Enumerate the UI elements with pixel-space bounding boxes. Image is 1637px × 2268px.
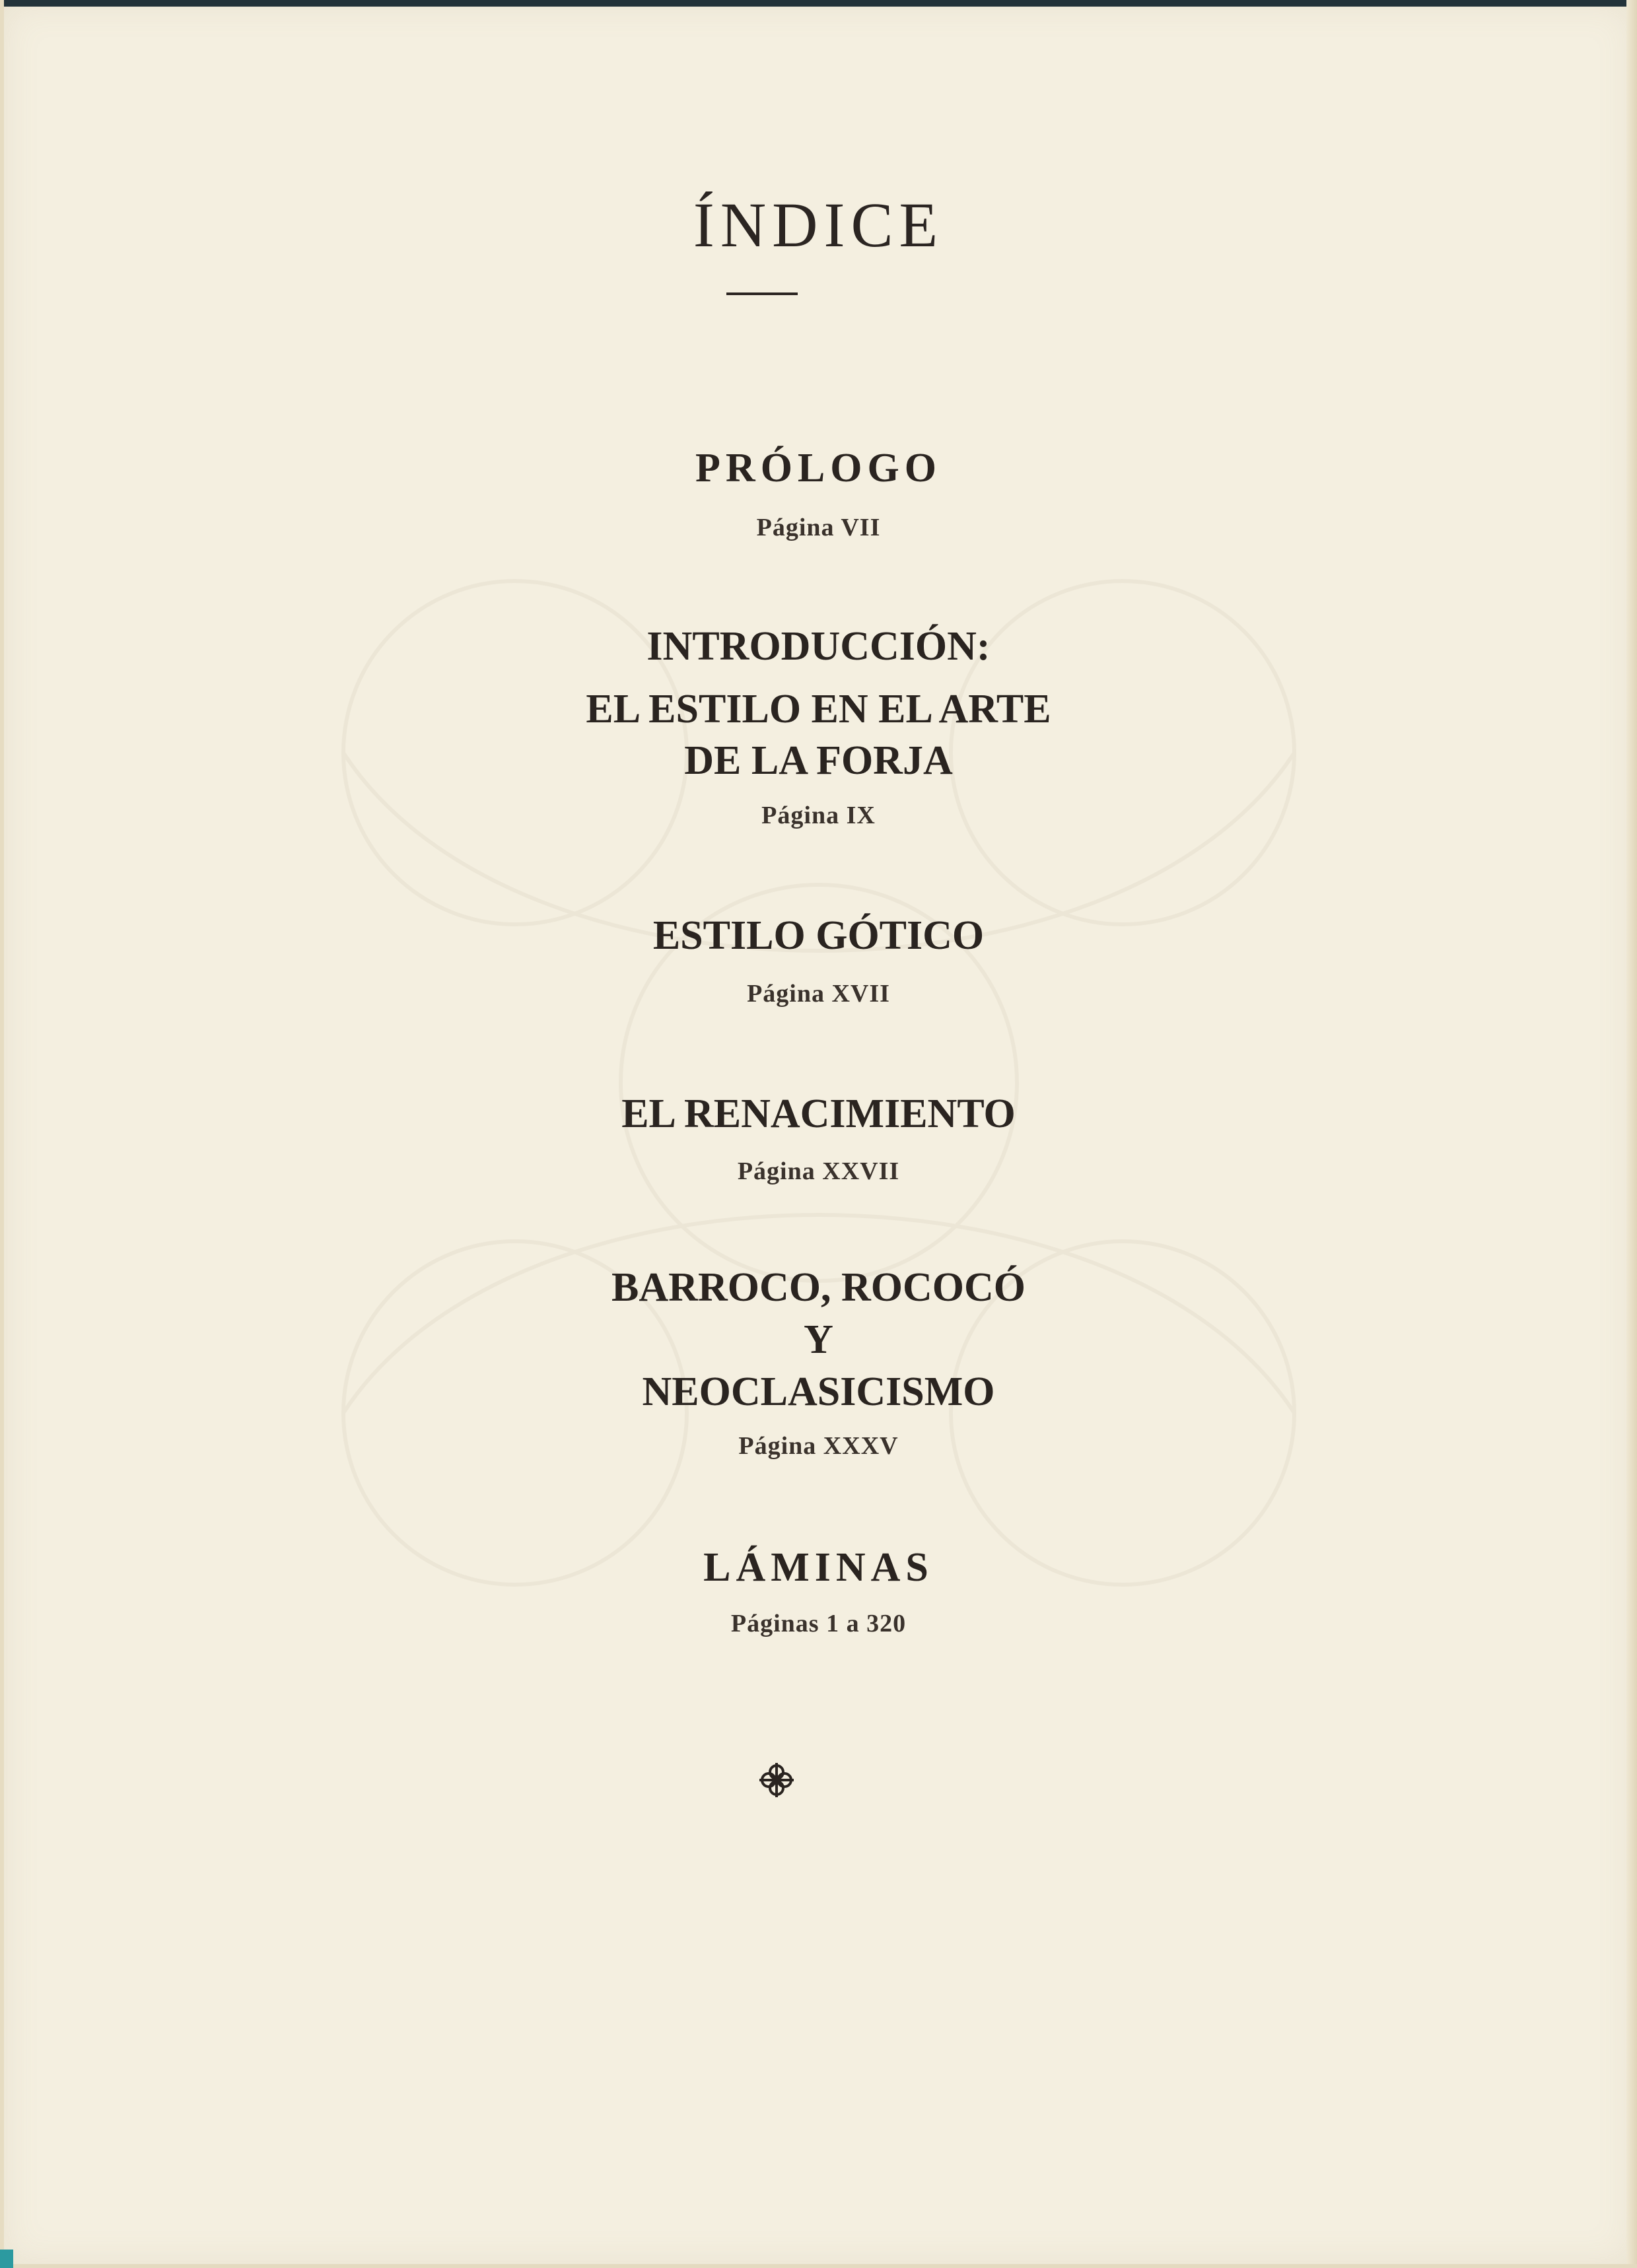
entry-page-prologo: Página VII <box>756 514 881 541</box>
entry-page-laminas: Páginas 1 a 320 <box>730 1610 907 1637</box>
entry-heading-laminas: LÁMINAS <box>703 1545 934 1590</box>
entry-heading-barroco-line2: Y <box>804 1317 833 1362</box>
index-title: ÍNDICE <box>693 189 944 260</box>
entry-heading-barroco-line3: NEOCLASICISMO <box>642 1369 995 1414</box>
entry-page-renacimiento: Página XXVII <box>737 1157 900 1185</box>
entry-heading-barroco-line1: BARROCO, ROCOCÓ <box>611 1265 1026 1310</box>
scan-bottom-edge <box>0 2264 1637 2268</box>
entry-heading-renacimiento: EL RENACIMIENTO <box>621 1091 1016 1136</box>
entry-heading-estilo-gotico: ESTILO GÓTICO <box>652 913 985 958</box>
entry-heading-introduccion-line2: EL ESTILO EN EL ARTE <box>586 687 1051 732</box>
entry-heading-prologo: PRÓLOGO <box>695 446 942 491</box>
entry-page-barroco: Página XXXV <box>738 1432 899 1460</box>
entry-page-introduccion: Página IX <box>761 802 876 829</box>
scan-corner-tab <box>0 2250 13 2268</box>
entry-heading-introduccion-line3: DE LA FORJA <box>684 738 953 783</box>
ornamental-fleuron-icon <box>758 1762 795 1799</box>
scan-top-edge <box>0 0 1637 7</box>
title-rule <box>726 292 798 295</box>
entry-page-estilo-gotico: Página XVII <box>747 980 890 1008</box>
entry-heading-introduccion-line1: INTRODUCCIÓN: <box>646 624 991 669</box>
